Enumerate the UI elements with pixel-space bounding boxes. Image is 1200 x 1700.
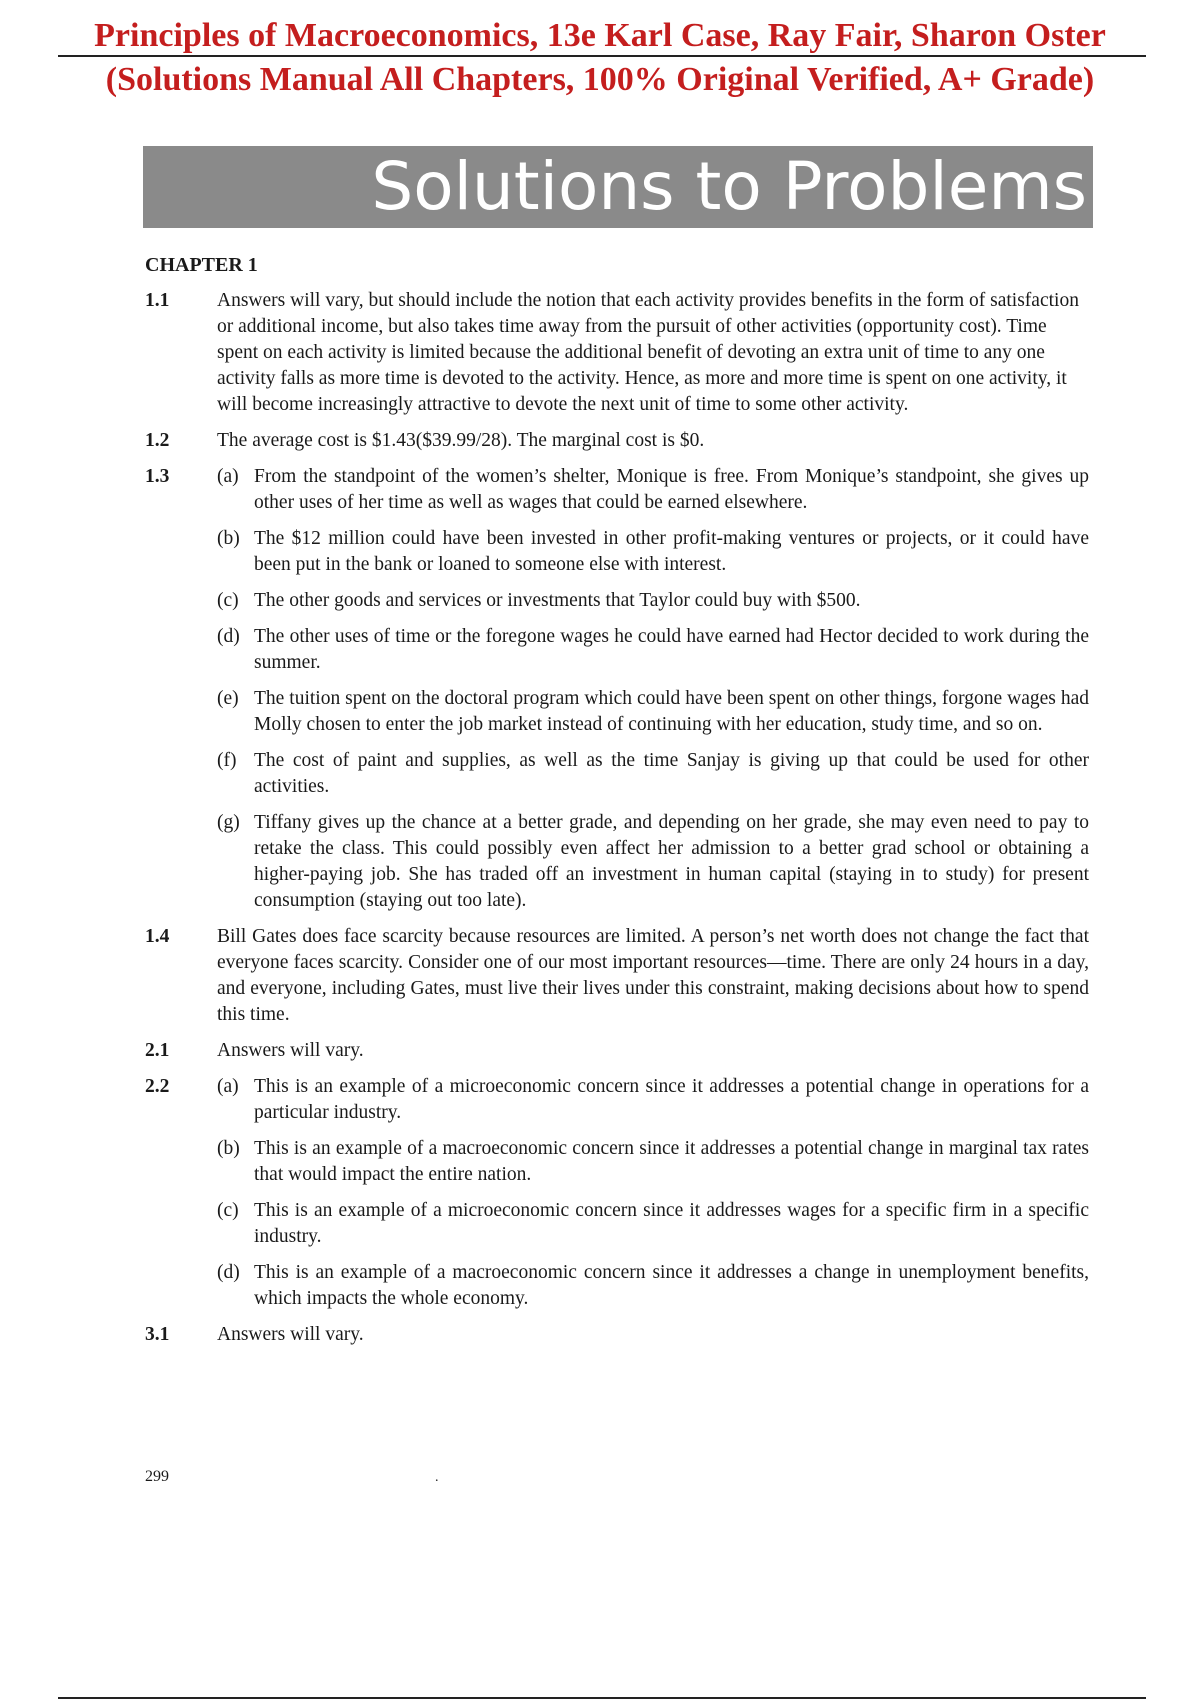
subpart-f	[217, 748, 1089, 800]
subpart-text: The cost of paint and supplies, as well as the time Sanjay is giving up that could be used for other activities.	[254, 750, 1089, 797]
document-header	[0, 14, 1200, 102]
problem-parts	[217, 464, 1089, 914]
subpart-text: This is an example of a microeconomic concern since it addresses wages for a specific firm in a specific industry.	[254, 1200, 1089, 1247]
chapter-heading: CHAPTER 1	[145, 254, 258, 276]
footer-divider	[58, 1697, 1146, 1699]
subpart-label: (d)	[217, 626, 240, 647]
solutions-content	[145, 252, 1089, 1358]
problem-text: Bill Gates does face scarcity because resources are limited. A person’s net worth does not change the fact that everyone faces scarcity. Consider one of our most important resources—time. There are only 24 hours in a day, and everyone, including Gates, must live their lives under this constraint, making decisions about how to spend this time.	[217, 926, 1089, 1025]
problem-3-1	[145, 1322, 1089, 1348]
problem-text: Answers will vary.	[217, 1324, 364, 1345]
subpart-label: (d)	[217, 1262, 240, 1283]
subpart-c	[217, 1198, 1089, 1250]
subpart-text: The other goods and services or investments that Taylor could buy with $500.	[254, 590, 861, 611]
problem-1-2	[145, 428, 1089, 454]
subpart-text: The tuition spent on the doctoral program which could have been spent on other things, forgone wages had Molly chosen to enter the job market instead of continuing with her education, study time, and so on.	[254, 688, 1089, 735]
subpart-a	[217, 464, 1089, 516]
subpart-text: This is an example of a macroeconomic concern since it addresses a change in unemployment benefits, which impacts the whole economy.	[254, 1262, 1089, 1309]
subpart-text: This is an example of a macroeconomic concern since it addresses a potential change in marginal tax rates that would impact the entire nation.	[254, 1138, 1089, 1185]
banner-title: Solutions to Problems	[371, 148, 1087, 225]
problem-text: The average cost is $1.43($39.99/28). The marginal cost is $0.	[217, 430, 705, 451]
subpart-d	[217, 624, 1089, 676]
subpart-label: (c)	[217, 590, 239, 611]
subpart-label: (a)	[217, 1076, 239, 1097]
header-title-line-1: Principles of Macroeconomics, 13e Karl Case, Ray Fair, Sharon Oster	[94, 17, 1106, 54]
subpart-label: (c)	[217, 1200, 239, 1221]
subpart-label: (g)	[217, 812, 240, 833]
problem-2-2	[145, 1074, 1089, 1312]
page-number: 299	[145, 1468, 169, 1485]
subpart-e	[217, 686, 1089, 738]
problem-number: 1.1	[145, 290, 170, 311]
header-title-line-2: (Solutions Manual All Chapters, 100% Original Verified, A+ Grade)	[105, 61, 1095, 98]
subpart-label: (e)	[217, 688, 239, 709]
problem-1-4	[145, 924, 1089, 1028]
footer-dot: .	[435, 1470, 439, 1485]
section-banner	[143, 146, 1093, 228]
subpart-text: The other uses of time or the foregone wages he could have earned had Hector decided to work during the summer.	[254, 626, 1089, 673]
subpart-text: The $12 million could have been invested in other profit-making ventures or projects, or it could have been put in the bank or loaned to someone else with interest.	[254, 528, 1089, 575]
subpart-b	[217, 526, 1089, 578]
problem-number: 1.2	[145, 430, 170, 451]
subpart-label: (a)	[217, 466, 239, 487]
subpart-b	[217, 1136, 1089, 1188]
problem-number: 1.3	[145, 466, 170, 487]
problem-1-3	[145, 464, 1089, 914]
subpart-c	[217, 588, 1089, 614]
subpart-label: (b)	[217, 528, 240, 549]
problem-number: 2.1	[145, 1040, 170, 1061]
problem-text: Answers will vary.	[217, 1040, 364, 1061]
subpart-text: Tiffany gives up the chance at a better grade, and depending on her grade, she may even need to pay to retake the class. This could possibly even affect her admission to a better grad school or obtaining a higher-paying job. She has traded off an investment in human capital (staying in to study) for present consumption (staying out too late).	[254, 812, 1089, 911]
subpart-text: From the standpoint of the women’s shelter, Monique is free. From Monique’s standpoint, she gives up other uses of her time as well as wages that could be earned elsewhere.	[254, 466, 1089, 513]
problem-number: 3.1	[145, 1324, 170, 1345]
problem-number: 1.4	[145, 926, 170, 947]
subpart-d	[217, 1260, 1089, 1312]
subpart-text: This is an example of a microeconomic concern since it addresses a potential change in operations for a particular industry.	[254, 1076, 1089, 1123]
problem-parts	[217, 1074, 1089, 1312]
problem-number: 2.2	[145, 1076, 170, 1097]
subpart-a	[217, 1074, 1089, 1126]
subpart-label: (b)	[217, 1138, 240, 1159]
problem-1-1	[145, 288, 1089, 418]
header-divider	[58, 55, 1146, 57]
subpart-label: (f)	[217, 750, 237, 771]
problem-text: Answers will vary, but should include the notion that each activity provides benefits in the form of satisfaction or additional income, but also takes time away from the pursuit of other activities (opportunity cost). Time spent on each activity is limited because the additional benefit of devoting an extra unit of time to any one activity falls as more time is devoted to the activity. Hence, as more and more time is spent on one activity, it will become increasingly attractive to devote the next unit of time to some other activity.	[217, 290, 1079, 415]
subpart-g	[217, 810, 1089, 914]
problem-2-1	[145, 1038, 1089, 1064]
